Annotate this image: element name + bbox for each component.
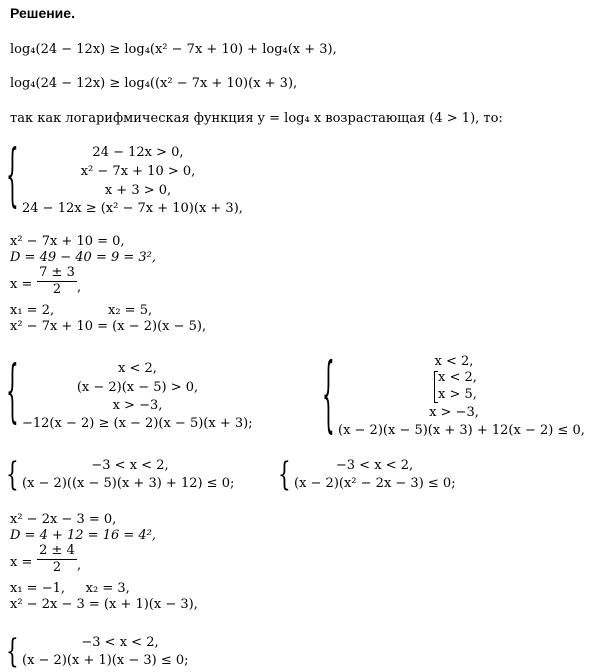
inequality-line-2: log₄(24 − 12x) ≥ log₄((x² − 7x + 10)(x + 3),	[10, 76, 298, 91]
fraction-numerator: 2 ± 4	[39, 543, 75, 558]
system-3-row: (x − 2)(x − 5)(x + 3) + 12(x − 2) ≤ 0,	[338, 423, 585, 438]
system-5-brace: {	[278, 453, 291, 494]
system-2-row: x < 2,	[118, 361, 157, 376]
system-1-row: x + 3 > 0,	[104, 183, 172, 198]
system-4-brace: {	[6, 453, 19, 494]
fraction-denominator: 2	[52, 282, 62, 297]
system-6-brace: {	[6, 630, 19, 671]
quadratic-1-equation: x² − 7x + 10 = 0,	[10, 234, 125, 249]
system-3-row: x > −3,	[429, 405, 479, 420]
system-5-row: (x − 2)(x² − 2x − 3) ≤ 0;	[294, 476, 456, 491]
monotonic-note: так как логарифмическая функция y = log₄ x возрастающая (4 > 1), то:	[10, 111, 503, 126]
heading: Решение.	[10, 5, 75, 21]
system-3-brace: {	[322, 343, 335, 443]
quadratic-1-root-1: x₁ = 2,	[10, 303, 55, 318]
quadratic-1-x-prefix: x =	[10, 277, 33, 292]
quadratic-1-root-2: x₂ = 5,	[108, 303, 153, 318]
system-2-row: −12(x − 2) ≥ (x − 2)(x − 5)(x + 3);	[22, 416, 253, 431]
system-1-brace: {	[6, 133, 19, 215]
system-4-row: (x − 2)((x − 5)(x + 3) + 12) ≤ 0;	[22, 476, 235, 491]
fraction-denominator: 2	[52, 560, 62, 575]
system-3-row: x < 2,	[434, 354, 474, 369]
quadratic-1-discriminant: D = 49 − 40 = 9 = 3²,	[10, 250, 157, 265]
fraction-comma: ,	[77, 558, 82, 573]
system-3-bracket-row: x > 5,	[438, 387, 477, 402]
quadratic-1-factorization: x² − 7x + 10 = (x − 2)(x − 5),	[10, 319, 207, 334]
system-1-row: 24 − 12x ≥ (x² − 7x + 10)(x + 3),	[22, 201, 243, 216]
system-2-row: x > −3,	[112, 398, 163, 413]
quadratic-2-factorization: x² − 2x − 3 = (x + 1)(x − 3),	[10, 597, 198, 612]
fraction-numerator: 7 ± 3	[39, 265, 75, 280]
quadratic-2-x-prefix: x =	[10, 555, 33, 570]
system-3-bracket-row: x < 2,	[438, 370, 477, 385]
system-2-row: (x − 2)(x − 5) > 0,	[76, 380, 199, 395]
system-6-row: −3 < x < 2,	[81, 635, 159, 650]
system-5-row: −3 < x < 2,	[335, 458, 414, 473]
inequality-line-1: log₄(24 − 12x) ≥ log₄(x² − 7x + 10) + log₄(x + 3),	[10, 42, 337, 57]
quadratic-1-fraction	[37, 266, 77, 297]
quadratic-2-equation: x² − 2x − 3 = 0,	[10, 512, 117, 527]
quadratic-2-discriminant: D = 4 + 12 = 16 = 4²,	[10, 528, 157, 543]
quadratic-2-roots: x₁ = −1, x₂ = 3,	[10, 581, 130, 596]
fraction-comma: ,	[77, 280, 82, 295]
system-2-brace: {	[6, 349, 19, 431]
system-6-row: (x − 2)(x + 1)(x − 3) ≤ 0;	[22, 653, 189, 668]
system-1-row: 24 − 12x > 0,	[92, 145, 184, 160]
system-4-row: −3 < x < 2,	[91, 458, 169, 473]
quadratic-2-fraction	[37, 544, 77, 575]
system-1-row: x² − 7x + 10 > 0,	[80, 164, 196, 179]
